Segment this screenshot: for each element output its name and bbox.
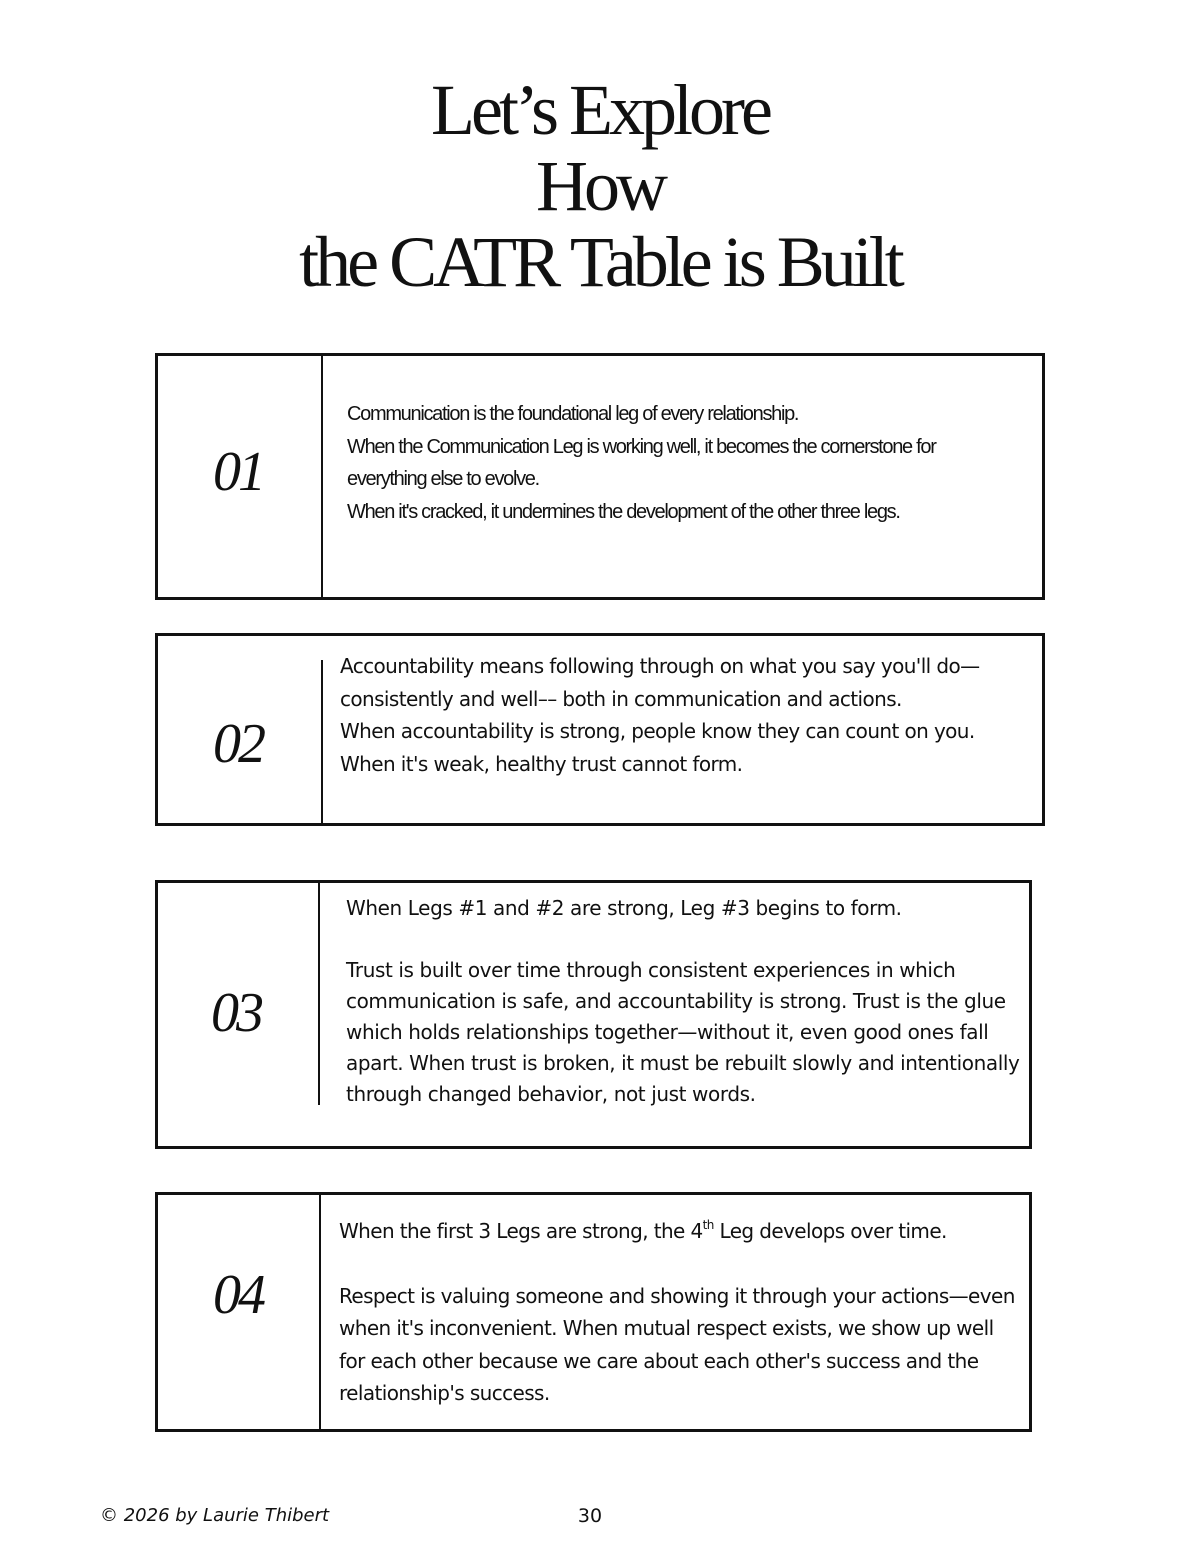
description-line: When Legs #1 and #2 are strong, Leg #3 begins to form. [346,896,902,920]
description-intro: When the first 3 Legs are strong, the 4th Leg develops over time. [339,1218,947,1243]
leg-description [339,1215,1019,1410]
card-divider [321,660,323,823]
description-line: Trust is built over time through consistent experiences in which communication is safe, and accountability is strong. Trust is the glue which holds relationships together—without it, even good ones fall apart. When trust is broken, it must be rebuilt slowly and intentionally through changed behavior, not just words. [346,958,1020,1106]
leg-card-trust [155,880,1032,1149]
leg-description [346,893,1026,1110]
leg-card-respect [155,1192,1032,1432]
page-title [0,72,1200,300]
leg-number: 01 [213,441,263,503]
description-line: Communication is the foundational leg of every relationship. [347,403,799,425]
leg-number: 02 [213,713,263,775]
leg-description [340,650,1020,780]
card-divider [319,1195,321,1429]
description-line: When the Communication Leg is working well, it becomes the cornerstone for everything else to evolve. [347,435,936,490]
leg-card-accountability [155,633,1045,826]
leg-number: 03 [211,982,261,1044]
title-line-1: Let’s Explore [431,70,769,150]
card-divider [318,883,320,1105]
card-divider [321,356,323,597]
description-line: Accountability means following through on what you say you'll do—consistently and well–– both in communication and actions. [340,654,980,711]
description-line: When it's cracked, it undermines the development of the other three legs. [347,500,900,523]
page-number: 30 [577,1505,603,1527]
leg-number: 04 [213,1264,263,1326]
leg-description [347,398,1007,528]
leg-card-communication [155,353,1045,600]
title-line-3: the CATR Table is Built [299,222,901,302]
description-line: Respect is valuing someone and showing it through your actions—even when it's inconvenient. When mutual respect exists, we show up well for each other because we care about each other's success and the relationship's success. [339,1283,1015,1405]
title-line-2: How [536,146,664,226]
description-line: When accountability is strong, people know they can count on you. When it's weak, healthy trust cannot form. [340,719,975,776]
copyright-notice: © 2026 by Laurie Thibert [100,1505,330,1526]
